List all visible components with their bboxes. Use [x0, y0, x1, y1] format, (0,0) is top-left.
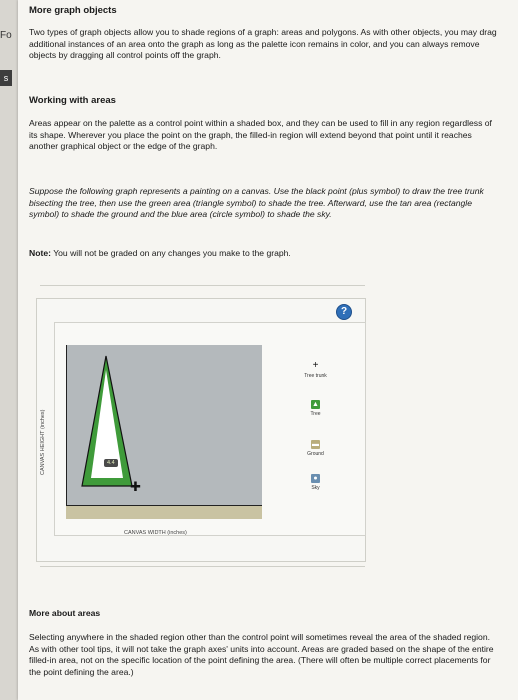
palette-item-tree-trunk[interactable] [288, 355, 343, 379]
more-about-areas [29, 608, 499, 678]
palette-label-sky: Sky [311, 485, 320, 491]
plus-icon: + [312, 360, 319, 371]
palette-label-ground: Ground [307, 451, 324, 457]
tree-trunk-point[interactable]: ✚ [130, 479, 141, 494]
section-title-more-about-areas: More about areas [29, 608, 101, 618]
section-body-working-with-areas: Areas appear on the palette as a control point within a shaded box, and they can be used to fill in any region regardless of its shape. Wherever you place the point on the graph, the filled-in region will extend beyond that point until it reaches another graphical object or the edge of the graph. [29, 118, 492, 152]
triangle-icon: ▲ [312, 401, 319, 408]
section-title-graph-objects: More graph objects [29, 5, 117, 16]
circle-icon: ● [311, 474, 320, 483]
question-page [18, 0, 518, 700]
divider-bottom [40, 566, 365, 567]
section-body-graph-objects: Two types of graph objects allow you to shade regions of a graph: areas and polygons. As with other objects, you may drag additional instances of an area onto the graph as long as the palette icon remains in color, and you can always remove objects by dragging all control points off the graph. [29, 27, 497, 61]
sidebar-edge-text: Fo [0, 30, 12, 41]
instructions-text: Suppose the following graph represents a painting on a canvas. Use the black point (plus symbol) to draw the tree trunk bisecting the tree, then use the green area (triangle symbol) to shade the tree. Afterward, use the tan area (rectangle symbol) to shade the ground and the blue area (circle symbol) to shade the sky. [29, 186, 484, 220]
point-value-label: 4.4 [104, 459, 118, 467]
rectangle-icon: ▬ [312, 441, 319, 448]
section-title-working-with-areas: Working with areas [29, 95, 116, 106]
divider-top [40, 285, 365, 286]
x-axis-label: CANVAS WIDTH (inches) [124, 530, 187, 536]
palette-item-sky[interactable] [288, 467, 343, 491]
ground-strip [66, 505, 262, 519]
section-body-more-about-areas: Selecting anywhere in the shaded region other than the control point will sometimes reveal the area of the shaded region. As with other tool tips, it will not take the graph axes' units into account. Areas are graded based on the shape of the entire filled-in area, not on the specific location of the point defining the area. (There will often be multiple correct placements for the point defining the area.) [29, 632, 494, 677]
palette-label-tree-trunk: Tree trunk [304, 373, 327, 379]
note-text: You will not be graded on any changes you make to the graph. [50, 248, 291, 258]
y-axis-label: CANVAS HEIGHT (inches) [40, 409, 46, 475]
note [29, 248, 291, 258]
note-label: Note: [29, 248, 51, 258]
tree-triangle[interactable] [78, 354, 138, 494]
palette-label-tree: Tree [310, 411, 321, 417]
help-icon[interactable]: ? [336, 304, 352, 320]
sidebar-edge-tab[interactable]: s [0, 70, 12, 86]
y-axis [66, 345, 67, 505]
palette-item-ground[interactable] [288, 433, 343, 457]
palette-item-tree[interactable] [288, 393, 343, 417]
x-axis [66, 505, 262, 506]
